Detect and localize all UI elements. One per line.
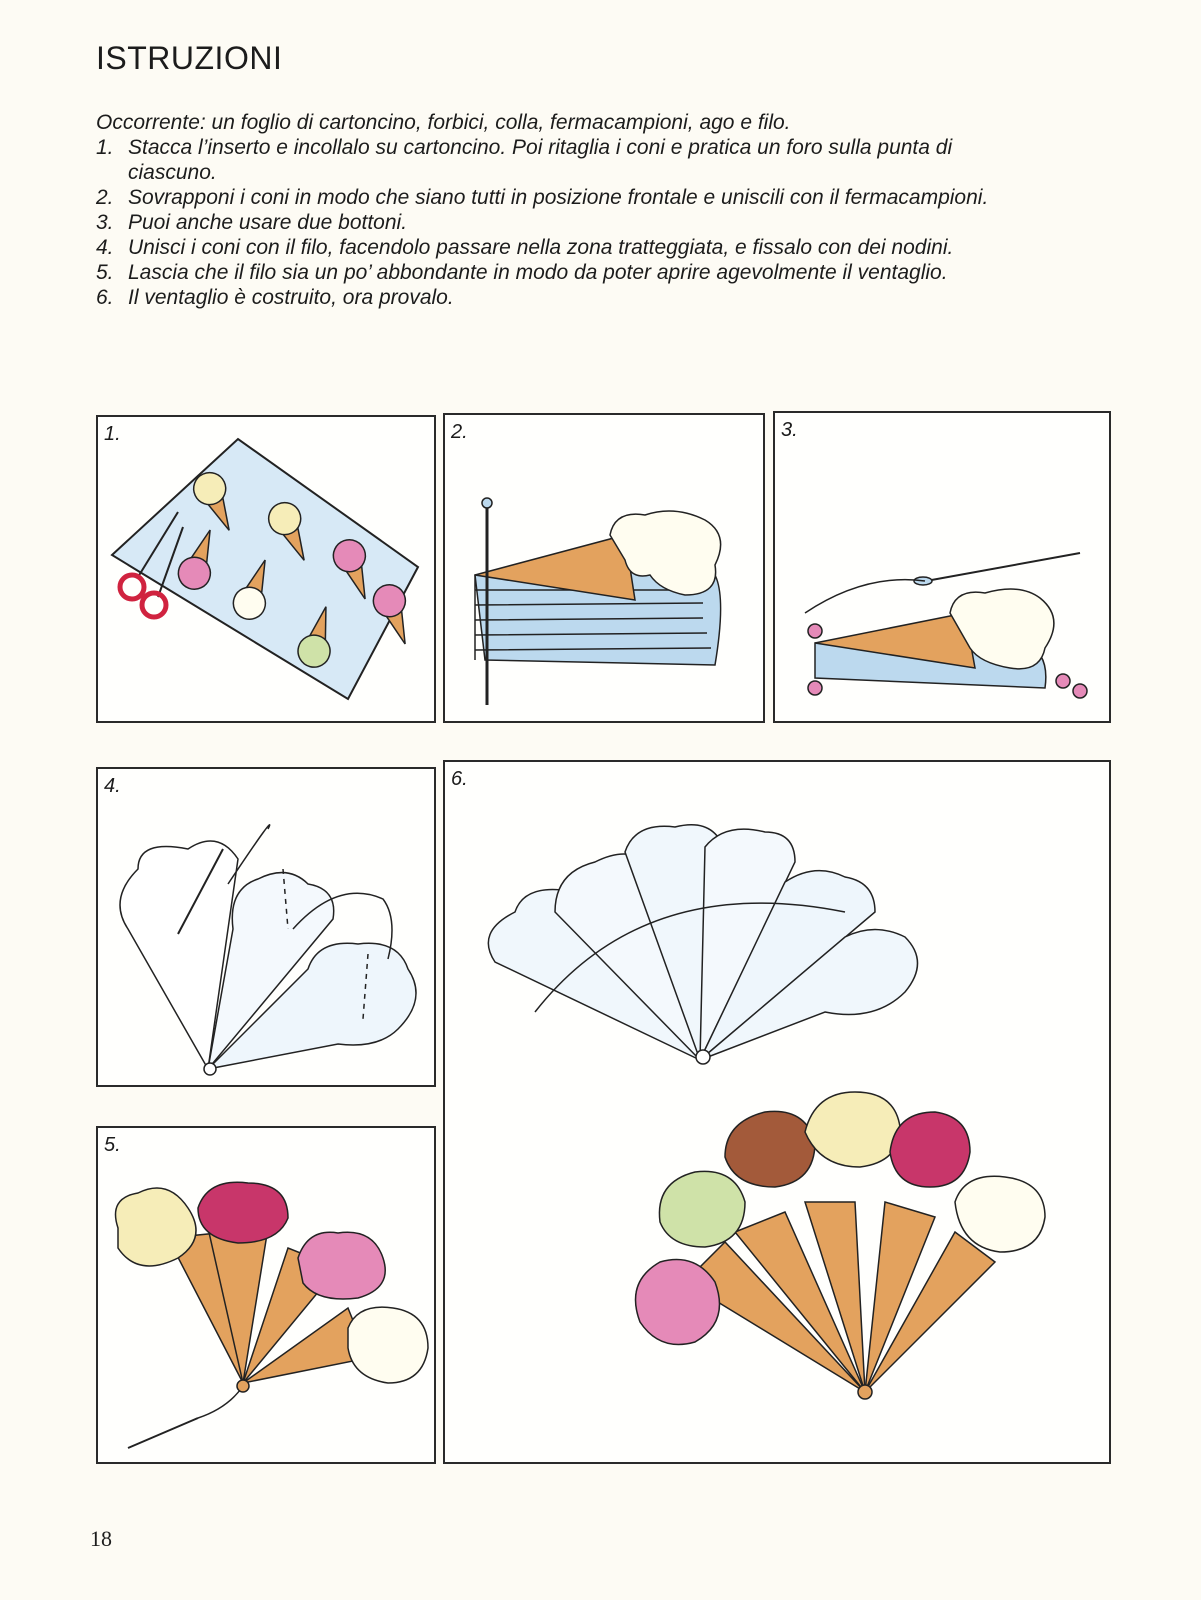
fastener-icon	[858, 1385, 872, 1399]
fastener-icon	[204, 1063, 216, 1075]
panel-step-3	[773, 411, 1111, 723]
panel-number: 2.	[451, 421, 468, 443]
panel-number: 6.	[451, 768, 468, 790]
fastener-icon	[237, 1380, 249, 1392]
panel-step-6	[443, 760, 1111, 1464]
panel-step-2	[443, 413, 765, 723]
button-icon	[808, 681, 822, 695]
panel-step-5	[96, 1126, 436, 1464]
panel-number: 3.	[781, 419, 798, 441]
button-icon	[808, 624, 822, 638]
button-icon	[1073, 684, 1087, 698]
step-item: 4. Unisci i coni con il filo, facendolo passare nella zona tratteggiata, e fissalo con dei nodini.	[96, 236, 954, 259]
fastener-icon	[696, 1050, 710, 1064]
sewn-cones-illustration	[98, 769, 434, 1085]
stacked-cones-illustration	[445, 415, 763, 721]
panel-number: 4.	[104, 775, 121, 797]
sheet-with-cones-illustration	[98, 417, 434, 721]
colored-fan-illustration	[98, 1128, 434, 1462]
step-item: 3. Puoi anche usare due bottoni.	[96, 211, 408, 234]
panel-number: 1.	[104, 423, 121, 445]
page-number: 18	[90, 1526, 112, 1551]
page-title: ISTRUZIONI	[96, 40, 283, 76]
step-item: 5. Lascia che il filo sia un po’ abbondante in modo da poter aprire agevolmente il ventaglio.	[96, 261, 948, 284]
steps-list	[96, 135, 1186, 310]
panel-number: 5.	[104, 1134, 121, 1156]
finished-fan-illustration	[445, 762, 1109, 1462]
panel-step-4	[96, 767, 436, 1087]
step-item: 6. Il ventaglio è costruito, ora provalo.	[96, 286, 454, 309]
requirements-text: Occorrente: un foglio di cartoncino, forbici, colla, fermacampioni, ago e filo.	[96, 111, 791, 134]
panel-step-1	[96, 415, 436, 723]
button-icon	[1056, 674, 1070, 688]
instructions	[96, 110, 1186, 310]
cones-with-needle-illustration	[775, 413, 1109, 721]
step-item: 2. Sovrapponi i coni in modo che siano tutti in posizione frontale e uniscili con il fermacampioni.	[96, 186, 989, 209]
step-item: 1. Stacca l’inserto e incollalo su cartoncino. Poi ritaglia i coni e pratica un foro sulla punta di ciascuno.	[96, 136, 953, 184]
